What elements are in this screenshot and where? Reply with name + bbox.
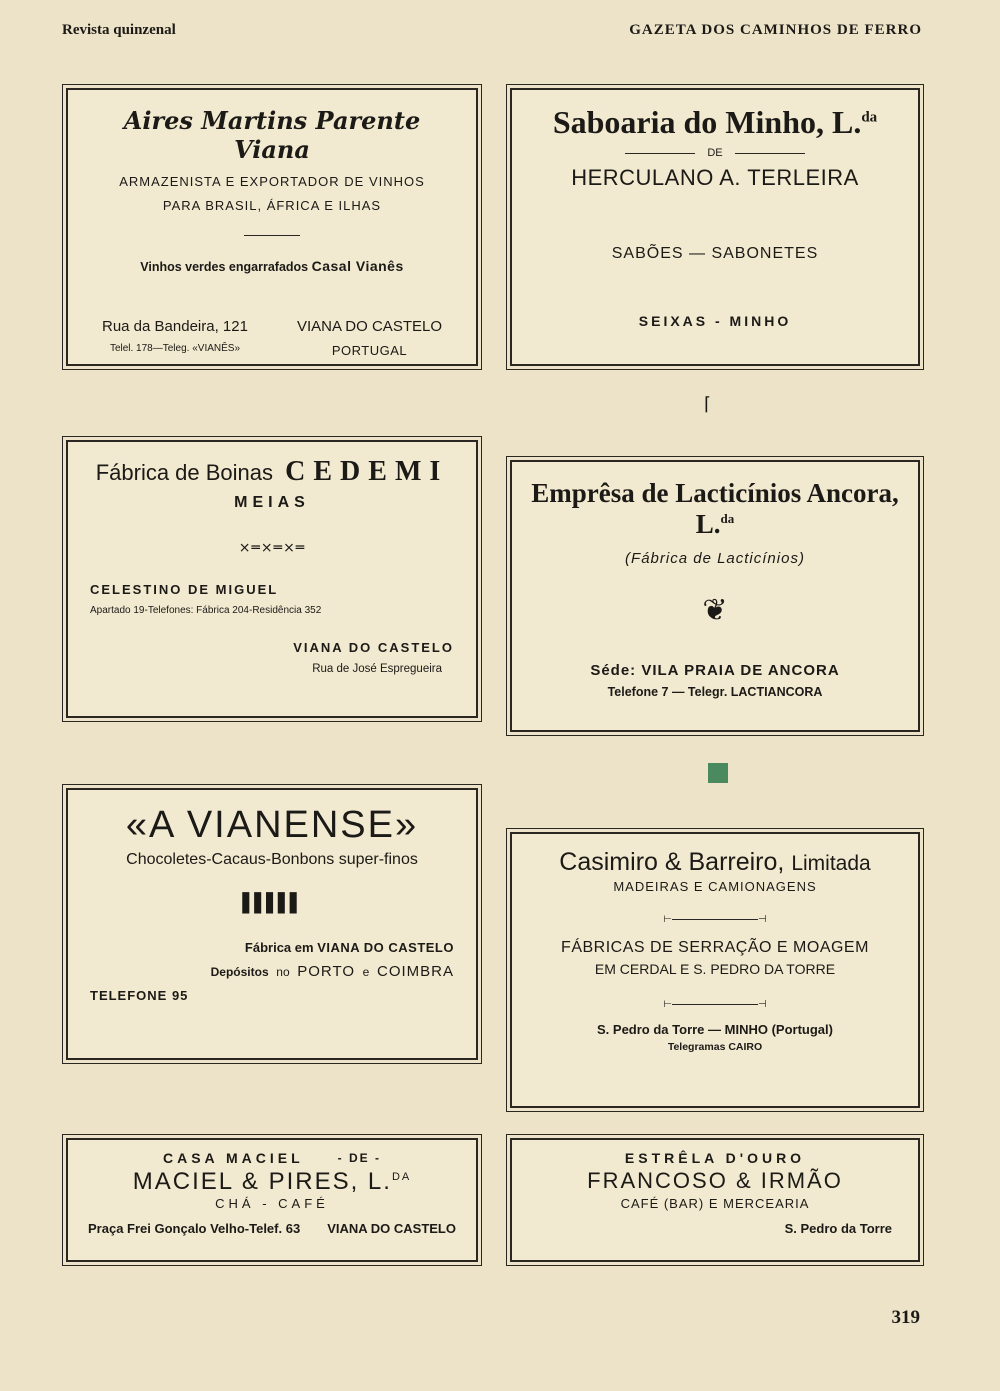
ad-saboaria-products: SABÕES — SABONETES xyxy=(611,245,819,262)
ad-vianense-deposits-place2: COIMBRA xyxy=(376,963,454,980)
ad-estrela-place: S. Pedro da Torre xyxy=(784,1221,892,1236)
ad-aires-martins xyxy=(66,88,478,366)
ad-saboaria-name-text: Saboaria do Minho, L. xyxy=(552,104,862,140)
ad-saboaria-de: DE xyxy=(707,147,723,159)
ad-saboaria-name xyxy=(532,104,898,141)
ad-saboaria-place: SEIXAS - MINHO xyxy=(638,313,792,329)
ad-maciel-de: - DE - xyxy=(337,1151,382,1165)
ad-aires-city: VIANA DO CASTELO xyxy=(296,318,442,335)
ad-estrela-title: ESTRÊLA D'OURO xyxy=(624,1150,806,1166)
print-bracket-mark: ⌈ xyxy=(704,394,712,415)
ad-maciel-name-sup: DA xyxy=(391,1171,412,1183)
ad-ancora-name xyxy=(528,478,902,540)
ad-casimiro-divider-2-line xyxy=(672,1004,758,1005)
ad-aires-footer-left xyxy=(102,318,248,354)
ad-casa-maciel xyxy=(66,1138,478,1262)
ad-vianense-ornament: ▌▌▌▌▌ xyxy=(242,893,302,914)
ad-vianense-deposits-prefix: Depósitos xyxy=(210,965,269,979)
ad-casimiro-divider-2-right-icon: ⊣ xyxy=(758,999,767,1010)
ad-casimiro-divider-1-line xyxy=(672,919,758,920)
ad-aires-address: Rua da Bandeira, 121 xyxy=(102,318,248,335)
ad-casimiro-subtitle: MADEIRAS E CAMIONAGENS xyxy=(613,879,817,894)
ad-ancora-subtitle: (Fábrica de Lacticínios) xyxy=(625,550,805,567)
page-number: 319 xyxy=(891,1307,920,1328)
ad-casimiro-divider-1-right-icon: ⊣ xyxy=(758,914,767,925)
ad-aires-rule xyxy=(244,235,300,236)
ad-casimiro-name: Casimiro & Barreiro, xyxy=(559,848,785,876)
ad-casimiro-divider-2 xyxy=(528,999,902,1010)
ad-aires-name: Aires Martins Parente Viana xyxy=(123,106,421,164)
ad-saboaria-rule-left xyxy=(625,153,695,154)
ad-casimiro-name-row xyxy=(528,848,902,877)
ad-estrela-type: CAFÉ (BAR) E MERCEARIA xyxy=(620,1196,810,1211)
ad-cedemi-city-block xyxy=(90,640,454,675)
ad-vianense-factory xyxy=(90,940,454,955)
ad-cedemi-product: MEIAS xyxy=(234,494,310,511)
ad-maciel-footer xyxy=(86,1221,458,1236)
ad-cedemi-title-row xyxy=(90,456,454,488)
ad-vianense-deposits-no: no xyxy=(276,965,290,979)
ad-vianense-info xyxy=(90,940,454,980)
ad-maciel-name-row xyxy=(86,1168,458,1196)
ad-vianense-factory-prefix: Fábrica em xyxy=(244,940,314,955)
ad-cedemi xyxy=(66,440,478,718)
ad-maciel-address: Praça Frei Gonçalo Velho-Telef. 63 xyxy=(88,1221,301,1236)
ad-cedemi-ornament: ⨯═⨯═⨯═ xyxy=(238,540,306,556)
ad-estrela-douro xyxy=(510,1138,920,1262)
ad-casimiro-divider-2-left-icon: ⊢ xyxy=(663,999,672,1010)
ad-ancora-seat: Séde: VILA PRAIA DE ANCORA xyxy=(590,662,840,679)
ad-cedemi-contacts: Apartado 19-Telefones: Fábrica 204-Residência 352 xyxy=(90,605,322,616)
ad-casimiro-place: S. Pedro da Torre — MINHO (Portugal) xyxy=(597,1022,833,1037)
ad-saboaria-owner: HERCULANO A. TERLEIRA xyxy=(571,165,859,190)
ad-ancora-ornament-icon: ❦ xyxy=(702,593,728,628)
ad-vianense-name: «A VIANENSE» xyxy=(125,804,419,846)
ad-estrela-name: FRANCOSO & IRMÃO xyxy=(587,1168,843,1193)
ad-ancora-name-sup: da xyxy=(720,511,735,526)
ad-aires-footer xyxy=(90,318,454,358)
ad-ancora-name-text: Emprêsa de Lacticínios Ancora, L. xyxy=(531,478,899,539)
ad-vianense-deposits-place1: PORTO xyxy=(297,963,356,980)
ad-casimiro-telegrams: Telegramas CAIRO xyxy=(667,1041,763,1053)
ad-cedemi-prefix: Fábrica de Boinas xyxy=(95,460,274,485)
page-header xyxy=(62,18,922,42)
ad-maciel-top-row xyxy=(86,1150,458,1166)
ad-maciel-name: MACIEL & PIRES, L. xyxy=(132,1168,392,1195)
ad-aires-wine-prefix: Vinhos verdes engarrafados xyxy=(140,260,309,274)
ad-aires-wine-brand: Casal Vianês xyxy=(311,258,404,274)
ad-vianense-subtitle: Chocoletes-Cacaus-Bonbons super-finos xyxy=(126,851,418,868)
ad-aires-phones: Telel. 178—Teleg. «VIANÊS» xyxy=(109,343,241,354)
ad-casimiro-divider-1 xyxy=(528,914,902,925)
ad-saboaria-de-row xyxy=(532,147,898,159)
ad-lacticinios-ancora xyxy=(510,460,920,732)
ad-aires-country: PORTUGAL xyxy=(331,343,408,358)
header-right: GAZETA DOS CAMINHOS DE FERRO xyxy=(629,21,922,38)
ad-casimiro-line2: EM CERDAL E S. PEDRO DA TORRE xyxy=(594,961,836,977)
ad-cedemi-person-block xyxy=(90,582,454,616)
ad-casimiro-divider-1-left-icon: ⊢ xyxy=(663,914,672,925)
ad-maciel-city: VIANA DO CASTELO xyxy=(327,1221,456,1236)
ad-saboaria-rule-right xyxy=(735,153,805,154)
ad-a-vianense xyxy=(66,788,478,1060)
ad-vianense-deposits xyxy=(90,963,454,980)
ad-casimiro-barreiro xyxy=(510,832,920,1108)
ad-aires-wine xyxy=(90,258,454,274)
ad-vianense-deposits-e: e xyxy=(362,965,370,979)
ad-maciel-type: CHÁ - CAFÉ xyxy=(215,1196,329,1211)
ad-cedemi-person: CELESTINO DE MIGUEL xyxy=(90,582,279,597)
ad-aires-line2: PARA BRASIL, ÁFRICA E ILHAS xyxy=(162,198,382,213)
ad-aires-line1: ARMAZENISTA E EXPORTADOR DE VINHOS xyxy=(119,174,425,189)
print-color-mark xyxy=(708,763,728,783)
ad-maciel-casa: CASA MACIEL xyxy=(162,1150,304,1166)
ad-cedemi-brand: CEDEMI xyxy=(285,456,449,487)
ad-casimiro-line1: FÁBRICAS DE SERRAÇÃO E MOAGEM xyxy=(561,939,869,956)
ad-saboaria-minho xyxy=(510,88,920,366)
ad-ancora-phones: Telefone 7 — Telegr. LACTIANCORA xyxy=(607,685,823,699)
ad-vianense-factory-place: VIANA DO CASTELO xyxy=(317,940,454,955)
ad-aires-footer-right xyxy=(297,318,442,358)
ad-saboaria-name-sup: da xyxy=(861,109,878,126)
header-left: Revista quinzenal xyxy=(62,21,176,38)
ad-vianense-phone: TELEFONE 95 xyxy=(90,988,189,1003)
ad-cedemi-street: Rua de José Espregueira xyxy=(312,663,442,675)
ad-casimiro-name-suffix: Limitada xyxy=(791,852,871,875)
ad-cedemi-city: VIANA DO CASTELO xyxy=(293,640,454,655)
